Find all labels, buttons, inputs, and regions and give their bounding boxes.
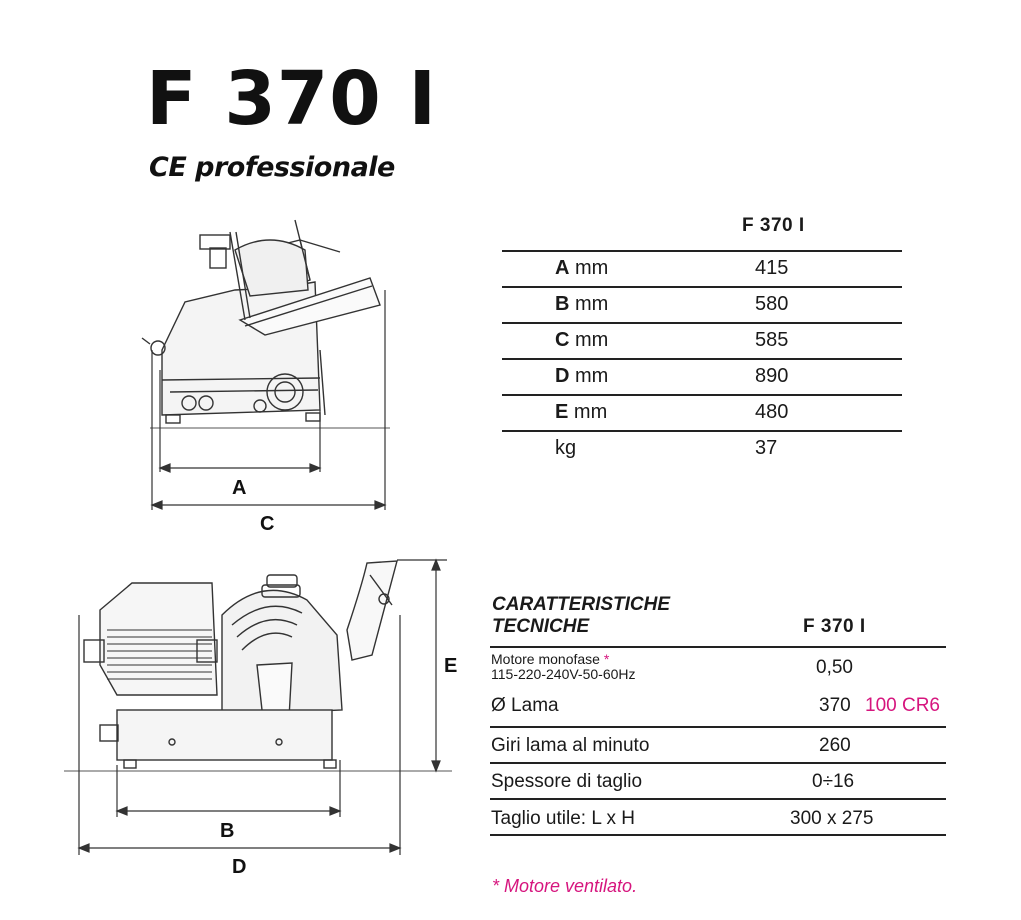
motor-star: * (603, 651, 610, 667)
dim-letter: C (555, 329, 570, 351)
dimension-label-e: E (444, 655, 458, 677)
dim-value: 585 (755, 329, 789, 351)
blade-label: Ø Lama (491, 695, 559, 716)
dim-letter: B (555, 293, 570, 315)
table-row (502, 430, 902, 466)
rpm-value: 260 (819, 735, 851, 756)
table-row (502, 322, 902, 358)
dimensions-column-header: F 370 I (742, 215, 805, 236)
dim-unit: mm (575, 329, 609, 351)
motor-value: 0,50 (816, 657, 853, 678)
dim-letter: E (555, 401, 569, 423)
table-row (502, 394, 902, 430)
front-view-drawing (62, 555, 462, 885)
dim-unit: mm (575, 257, 609, 279)
specs-column-header: F 370 I (803, 616, 866, 637)
motor-label: Motore monofase (491, 651, 600, 667)
dimension-label-a: A (232, 477, 247, 499)
table-row (490, 762, 946, 800)
dim-letter: A (555, 257, 570, 279)
page-title: F 370 I (146, 56, 438, 142)
table-row (502, 286, 902, 322)
table-row (490, 646, 946, 686)
dimension-label-d: D (232, 856, 247, 878)
table-row (490, 689, 946, 727)
rpm-label: Giri lama al minuto (491, 735, 650, 756)
specs-title-line1: CARATTERISTICHE (492, 594, 671, 615)
thickness-value: 0÷16 (812, 771, 855, 792)
motor-voltage: 115-220-240V-50-60Hz (491, 666, 636, 682)
dimension-label-b: B (220, 820, 235, 842)
page-subtitle: CE professionale (149, 152, 395, 183)
table-row (490, 726, 946, 764)
dim-value: 415 (755, 257, 789, 279)
specs-title-line2: TECNICHE (492, 616, 590, 637)
dim-unit: mm (575, 365, 609, 387)
table-row (502, 358, 902, 394)
side-view-drawing (140, 210, 400, 540)
table-row (490, 798, 946, 836)
dim-unit: mm (573, 401, 608, 423)
dimension-label-c: C (260, 513, 275, 535)
cut-label: Taglio utile: L x H (491, 808, 635, 829)
dim-unit: mm (575, 293, 609, 315)
cut-value: 300 x 275 (790, 808, 874, 829)
dim-unit: kg (555, 437, 577, 459)
dim-value: 580 (755, 293, 789, 315)
blade-value: 370 (819, 695, 851, 716)
dim-value: 480 (755, 401, 789, 423)
blade-steel: 100 CR6 (865, 695, 940, 716)
table-row (502, 250, 902, 286)
dim-value: 890 (755, 365, 789, 387)
footnote: * Motore ventilato. (492, 876, 638, 896)
dim-value: 37 (755, 437, 778, 459)
thickness-label: Spessore di taglio (491, 771, 643, 792)
dim-letter: D (555, 365, 570, 387)
